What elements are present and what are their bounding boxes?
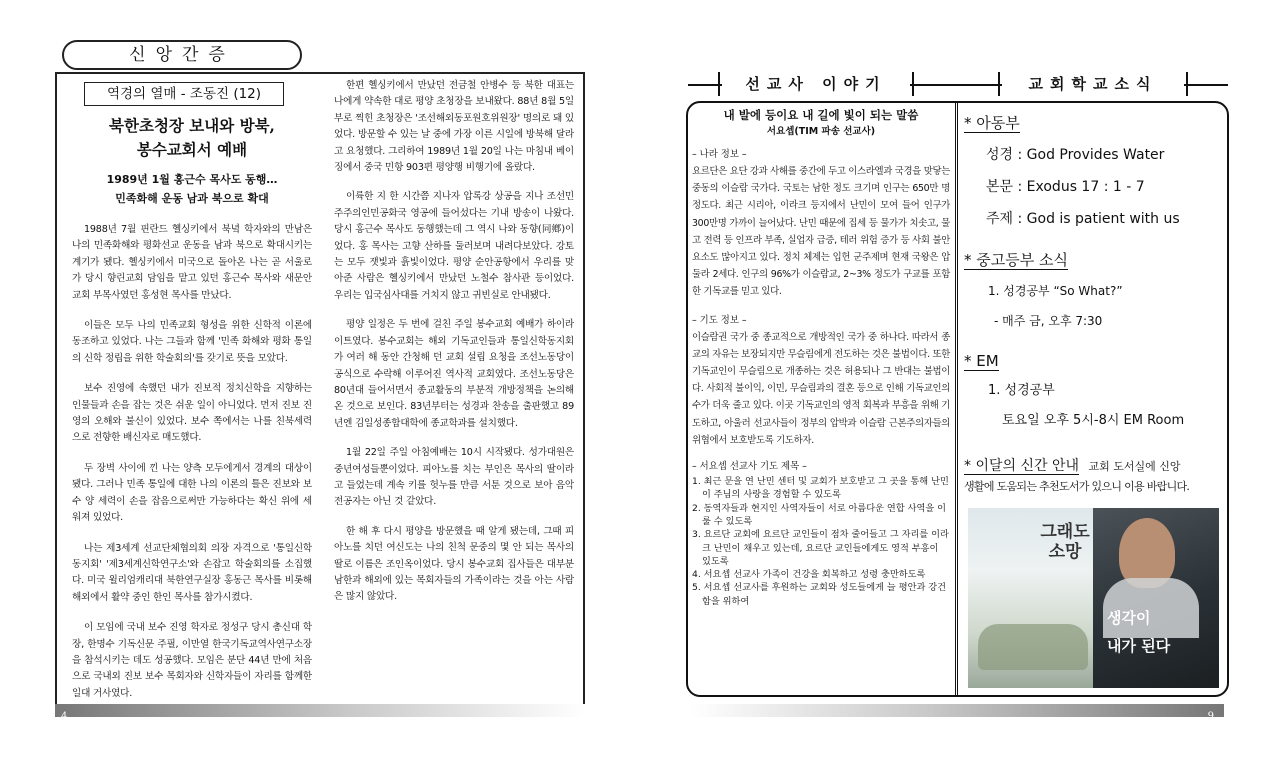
prayer-topic: 2. 동역자들과 현지인 사역자들이 서로 아름다운 연합 사역을 이룰 수 있도록 bbox=[692, 502, 947, 527]
right-column-divider bbox=[955, 103, 958, 695]
col2-paragraph: 한편 헬싱키에서 만났던 전금철 안병수 등 북한 대표는 나에게 약속한 대로 평양 초청장을 보내왔다. 88년 8월 5일부로 찍힌 초청장은 '조선해외동포원호위원장' 명의로 돼 있었다. 방문할 수 있는 날 중에 가장 이른 시일에 방북해 달라고 요청했다. 그리하여 1989년 1월 20일 나는 마침내 베이징에서 중국 민항 903편 평양행 비행기에 올랐다. bbox=[334, 80, 574, 174]
youth-line-2: - 매주 금, 오후 7:30 bbox=[994, 314, 1103, 328]
left-header-pill bbox=[62, 40, 302, 70]
col1-paragraph: 1988년 7월 핀란드 헬싱키에서 북녘 학자와의 만남은 나의 민족화해와 평화선교 운동을 남과 북으로 확대시키는 계기가 됐다. 헬싱키에서 미국으로 돌아온 나는 곧 서울로 가 당시 향린교회 담임을 맡고 있던 홍근수 목사와 새문안교회 부목사였던 홍성현 목사를 만났다. bbox=[72, 224, 312, 301]
article-column-2 bbox=[334, 78, 574, 619]
col1-paragraph: 보수 진영에 속했던 내가 진보적 정치신학을 지향하는 인물들과 손을 잡는 것은 쉬운 일이 아니었다. 먼저 진보 진영의 오해와 불신이 있었다. 보수 쪽에서는 나를 친북세력으로 전향한 배신자로 매도했다. bbox=[72, 383, 312, 444]
series-label: 역경의 열매 - 조동진 (12) bbox=[84, 82, 284, 106]
story-title: 내 발에 등이요 내 길에 빛이 되는 말씀 bbox=[723, 108, 919, 122]
missionary-header: 선교사 이야기 bbox=[722, 72, 910, 96]
new-books-desc: 교회 도서실에 신앙 bbox=[1088, 460, 1181, 473]
church-school-news bbox=[964, 112, 1226, 497]
headline-line-2: 봉수교회서 예배 bbox=[136, 140, 248, 159]
article-column-1 bbox=[72, 82, 312, 716]
book-1-title: 그래도 소망 bbox=[1040, 522, 1090, 562]
story-author: 서요셉(TIM 파송 선교사) bbox=[766, 126, 876, 137]
col1-paragraph: 나는 제3세계 선교단체협의회 의장 자격으로 '통일신학동지회' '제3세계신학연구소'와 손잡고 학술회의를 소집했다. 미국 윌리엄캐리대 북한연구실장 홍동근 목사를 비롯해 해외에서 활약 중인 한인 목사를 참가시켰다. bbox=[72, 542, 312, 603]
new-books-heading: * 이달의 신간 안내 bbox=[964, 458, 1080, 474]
prayer-topic: 5. 서요셉 선교사를 후원하는 교회와 성도들에게 늘 평안과 강건함을 위하여 bbox=[692, 582, 947, 607]
book-cover-2 bbox=[1093, 508, 1219, 688]
new-books-notice bbox=[964, 456, 1226, 497]
subhead bbox=[72, 170, 312, 208]
youth-line-1: 1. 성경공부 “So What?” bbox=[988, 284, 1123, 298]
col2-paragraph: 1월 22일 주일 아침예배는 10시 시작됐다. 성가대원은 중년여성들뿐이었다. 피아노를 치는 부인은 목사의 딸이라고 들었는데 계속 키를 헛누를 만큼 서툰 것으로 보아 음악 전공자는 아닌 것 같았다. bbox=[334, 447, 574, 508]
book-2-title-line-2: 내가 된다 bbox=[1107, 637, 1171, 655]
left-footer-bar bbox=[55, 704, 585, 722]
left-page-number: 4 bbox=[61, 711, 68, 722]
right-page-number: 9 bbox=[1207, 711, 1214, 722]
country-info-text: 요르단은 요단 강과 사해를 중간에 두고 이스라엘과 국경을 맞닿는 중동의 이슬람 국가다. 국토는 남한 정도 크기며 인구는 650만 명 정도다. 최근 시리아, 이라크 등지에서 난민이 모여 들어 인구가 300만명 가까이 늘어났다. 난민 때문에 집세 등 물가가 치솟고, 물고 전력 등 인프라 부족, 실업자 급증, 테러 위험 증가 등 사회 불안 요소도 많아지고 있다. 정치 체제는 입헌 군주제며 현재 국왕은 압둘라 2세다. 인구의 96%가 이슬람교, 2~3% 정도가 구교를 포함한 기독교를 믿고 있다. bbox=[692, 166, 950, 298]
headline bbox=[72, 114, 312, 162]
prayer-topic-list bbox=[692, 475, 950, 608]
book-2-title-line-1: 생각이 bbox=[1107, 609, 1151, 627]
children-text: 본문 : Exodus 17 : 1 - 7 bbox=[986, 179, 1145, 195]
book-1-illustration bbox=[978, 624, 1088, 670]
youth-heading: * 중고등부 소식 bbox=[964, 251, 1068, 269]
headline-line-1: 북한초청장 보내와 방북, bbox=[109, 116, 275, 135]
em-line-1: 1. 성경공부 bbox=[988, 383, 1055, 398]
prayer-topic: 1. 최근 문을 연 난민 센터 및 교회가 보호받고 그 곳을 통해 난민이 주님의 사랑을 경험할 수 있도록 bbox=[692, 476, 949, 501]
col2-paragraph: 평양 일정은 두 번에 걸친 주일 봉수교회 예배가 하이라이트였다. 봉수교회는 해외 기독교인들과 통일신학동지회가 여러 해 동안 간청해 던 교회 설립 요청을 조선노동당이 공식으로 수락해 이루어진 역사적 교회였다. 조선노동당은 80년대 들어서면서 종교활동의 부분적 개방정책을 논의해온 것으로 보인다. 83년부터는 성경과 찬송을 출판했고 89년엔 김일성종합대학에 종교학과를 설치했다. bbox=[334, 319, 574, 429]
col1-paragraph: 두 장벽 사이에 낀 나는 양측 모두에게서 경계의 대상이 됐다. 그러나 민족 통일에 대한 나의 이론의 틀은 진보와 보수 양 세력이 손을 잡음으로써만 가능하다는 확신 위에 세워져 있었다. bbox=[72, 462, 312, 524]
book-cover-1 bbox=[968, 508, 1098, 688]
em-heading: * EM bbox=[964, 352, 999, 370]
col2-paragraph: 이륙한 지 한 시간쯤 지나자 압록강 상공을 지나 조선민주주의인민공화국 영공에 들어섰다는 기내 방송이 나왔다. 당시 홍근수 목사도 동행했는데 그 역시 나와 동향(同鄕)이었다. 홍 목사는 고향 산하를 둘러보며 내려다보았다. 강토는 모두 잿빛과 흙빛이었다. 평양 순안공항에서 우리를 맞아준 사람은 헬싱키에서 만났던 노철수 참사관 등이었다. 우리는 입국심사대를 거치지 않고 귀빈실로 안내됐다. bbox=[334, 191, 574, 301]
children-heading: * 아동부 bbox=[964, 114, 1020, 132]
prayer-topic: 3. 요르단 교회에 요르단 교인들이 점차 줄어들고 그 자리를 이라크 난민이 채우고 있는데, 요르단 교인들에게도 영적 부흥이 있도록 bbox=[692, 529, 949, 567]
right-footer-bar bbox=[690, 704, 1224, 722]
prayer-topic: 4. 서요셉 선교사 가족이 건강을 회복하고 성령 충만하도록 bbox=[692, 569, 926, 581]
section-prayer-info: – 기도 정보 – bbox=[692, 314, 747, 326]
left-header-title: 신앙간증 bbox=[129, 45, 235, 65]
em-line-2: 토요일 오후 5시-8시 EM Room bbox=[1002, 413, 1185, 428]
rule-tick bbox=[718, 72, 720, 96]
new-books-desc-2: 생활에 도움되는 추천도서가 있으니 이용 바랍니다. bbox=[964, 480, 1190, 493]
prayer-info-text: 이슬람권 국가 중 종교적으로 개방적인 국가 중 하나다. 따라서 종교의 자유는 보장되지만 무슬림에게 전도하는 것은 불법이다. 또한 기독교인이 무슬림으로 개종하는 것은 허용되나 그 반대는 불법이다. 사회적 불이익, 이민, 무슬림과의 결혼 등으로 인해 기독교인의 수가 더욱 줄고 있다. 이곳 기독교인의 영적 회복과 부흥을 위해 기도하고, 아울러 선교사들이 정부의 압박과 이슬람 근본주의자들의 위협에서 보호받도록 기도하자. bbox=[692, 331, 950, 446]
col1-paragraph: 이 모임에 국내 보수 진영 학자로 정성구 당시 총신대 학장, 한명수 기독신문 주필, 이만열 한국기독교역사연구소장을 참석시키는 데도 성공했다. 모임은 분단 44년 만에 처음으로 국내외 진보 보수 목회자와 신학자들이 자리를 함께한 일대 거사였다. bbox=[72, 622, 312, 699]
book-2-title bbox=[1107, 604, 1170, 660]
rule-tick bbox=[998, 72, 1000, 96]
subhead-line-2: 민족화해 운동 남과 북으로 확대 bbox=[115, 192, 269, 205]
children-verse: 성경 : God Provides Water bbox=[986, 147, 1165, 163]
subhead-line-1: 1989년 1월 홍근수 목사도 동행… bbox=[106, 173, 278, 186]
col2-paragraph: 한 해 후 다시 평양을 방문했을 때 알게 됐는데, 그때 피아노를 치던 여신도는 나의 친척 문중의 몇 안 되는 목사의 딸로 이름은 조인옥이었다. 당시 봉수교회 집사들은 대부분 남한과 해외에 있는 목회자들의 가족이라는 것을 아는 사람은 많지 않았다. bbox=[334, 525, 574, 603]
school-header: 교회학교소식 bbox=[1002, 72, 1184, 96]
col1-paragraph: 이들은 모두 나의 민족교회 형성을 위한 신학적 이론에 동조하고 있었다. 나는 그들과 함께 '민족 화해와 평화 통일의 신학 정립을 위한 학술회의'를 갖기로 뜻을 모았다. bbox=[72, 320, 312, 364]
rule-tick bbox=[912, 72, 914, 96]
children-theme: 주제 : God is patient with us bbox=[986, 211, 1180, 227]
section-country-info: – 나라 정보 – bbox=[692, 149, 747, 160]
rule-tick bbox=[1186, 72, 1188, 96]
section-prayer-topics: – 서요셉 선교사 기도 제목 – bbox=[692, 461, 807, 473]
missionary-story bbox=[692, 106, 950, 608]
